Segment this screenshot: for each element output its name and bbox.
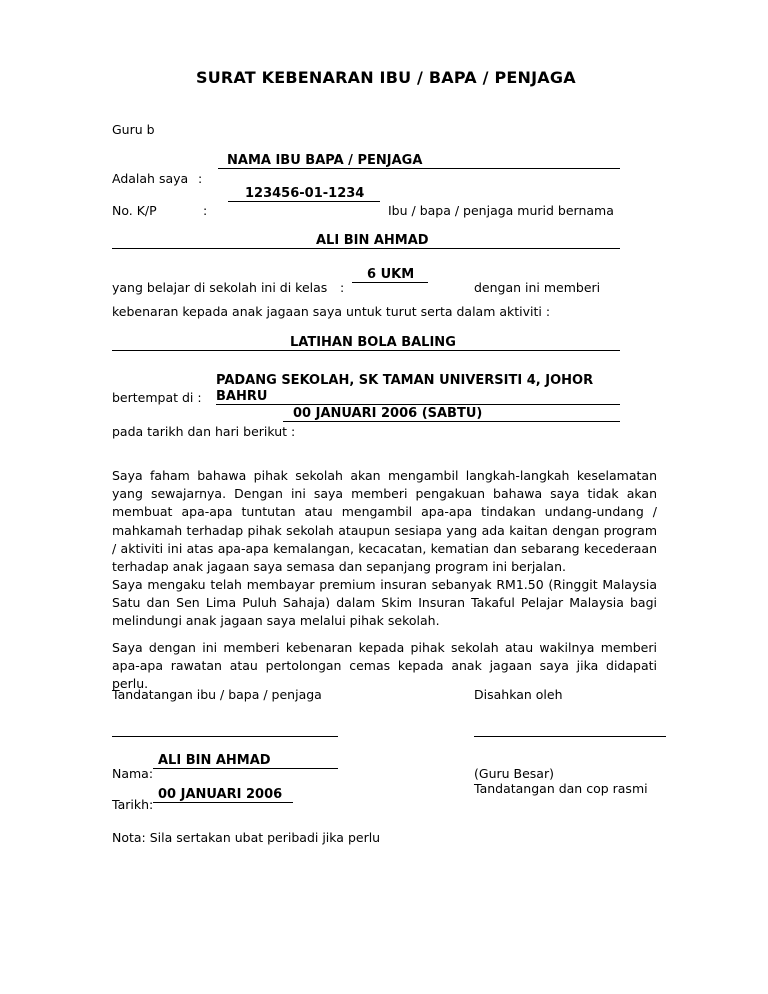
headmaster-signature-line[interactable] xyxy=(474,736,666,737)
class-underline xyxy=(352,282,428,283)
parent-name-value[interactable]: NAMA IBU BAPA / PENJAGA xyxy=(227,153,423,168)
belajar-colon: : xyxy=(340,280,345,295)
bertempat-label: bertempat di : xyxy=(112,390,202,405)
nama-underline xyxy=(153,768,338,769)
paragraph-safety: Saya faham bahawa pihak sekolah akan mengambil langkah-langkah keselamatan yang sewajarnya. Dengan ini saya memberi pengakuan bahawa saya tidak akan membuat apa-apa tuntutan atau mengambil apa-apa tindakan undang-undang / mahkamah terhadap pihak sekolah ataupun sesiapa yang ada kaitan dengan program / aktiviti ini atas apa-apa kemalangan, kecacatan, kematian dan sebarang kecederaan terhadap anak jagaan saya semasa dan sepanjang program ini berjalan. xyxy=(112,468,657,575)
paragraph-insurance: Saya mengaku telah membayar premium insuran sebanyak RM1.50 (Ringgit Malaysia Satu dan Sen Lima Puluh Sahaja) dalam Skim Insuran Takaful Pelajar Malaysia bagi melindungi anak jagaan saya melalui pihak sekolah. xyxy=(112,577,657,629)
note: Nota: Sila sertakan ubat peribadi jika perlu xyxy=(112,830,381,845)
activity-underline xyxy=(112,350,620,351)
adalah-saya-label: Adalah saya xyxy=(112,171,189,186)
parent-signature-label: Tandatangan ibu / bapa / penjaga xyxy=(112,687,322,702)
ic-number-underline xyxy=(228,201,380,202)
nokp-colon: : xyxy=(203,203,208,218)
cop-rasmi-label: Tandatangan dan cop rasmi xyxy=(474,781,648,796)
pada-tarikh-label: pada tarikh dan hari berikut : xyxy=(112,424,296,439)
ibu-bapa-suffix: Ibu / bapa / penjaga murid bernama xyxy=(388,203,614,218)
parent-signature-line[interactable] xyxy=(112,736,338,737)
class-value[interactable]: 6 UKM xyxy=(367,267,415,282)
student-name-value[interactable]: ALI BIN AHMAD xyxy=(316,233,429,248)
venue-line1[interactable]: PADANG SEKOLAH, SK TAMAN UNIVERSITI 4, JOHOR xyxy=(216,373,594,388)
verified-by-label: Disahkan oleh xyxy=(474,687,563,702)
date-day-value[interactable]: 00 JANUARI 2006 (SABTU) xyxy=(293,406,483,421)
guru-besar-label: (Guru Besar) xyxy=(474,766,554,781)
tarikh-underline xyxy=(153,802,293,803)
activity-value[interactable]: LATIHAN BOLA BALING xyxy=(290,335,456,350)
tarikh-label: Tarikh: xyxy=(112,797,154,812)
belajar-label: yang belajar di sekolah ini di kelas xyxy=(112,280,328,295)
salutation: Guru b xyxy=(112,122,155,137)
nama-value[interactable]: ALI BIN AHMAD xyxy=(158,753,271,768)
parent-name-underline xyxy=(218,168,620,169)
dengan-ini-label: dengan ini memberi xyxy=(474,280,601,295)
paragraph-first-aid: Saya dengan ini memberi kebenaran kepada pihak sekolah atau wakilnya memberi apa-apa rawatan atau pertolongan cemas kepada anak jagaan saya jika didapati perlu. xyxy=(112,640,657,692)
nama-label: Nama: xyxy=(112,766,154,781)
tarikh-value[interactable]: 00 JANUARI 2006 xyxy=(158,787,283,802)
venue-underline xyxy=(216,404,620,405)
ic-number-value[interactable]: 123456-01-1234 xyxy=(245,186,365,201)
venue-line2[interactable]: BAHRU xyxy=(216,389,268,404)
page-title: SURAT KEBENARAN IBU / BAPA / PENJAGA xyxy=(196,68,576,87)
kebenaran-label: kebenaran kepada anak jagaan saya untuk turut serta dalam aktiviti : xyxy=(112,304,551,319)
nokp-label: No. K/P xyxy=(112,203,157,218)
student-name-underline xyxy=(112,248,620,249)
adalah-saya-colon: : xyxy=(198,171,203,186)
date-day-underline xyxy=(283,421,620,422)
